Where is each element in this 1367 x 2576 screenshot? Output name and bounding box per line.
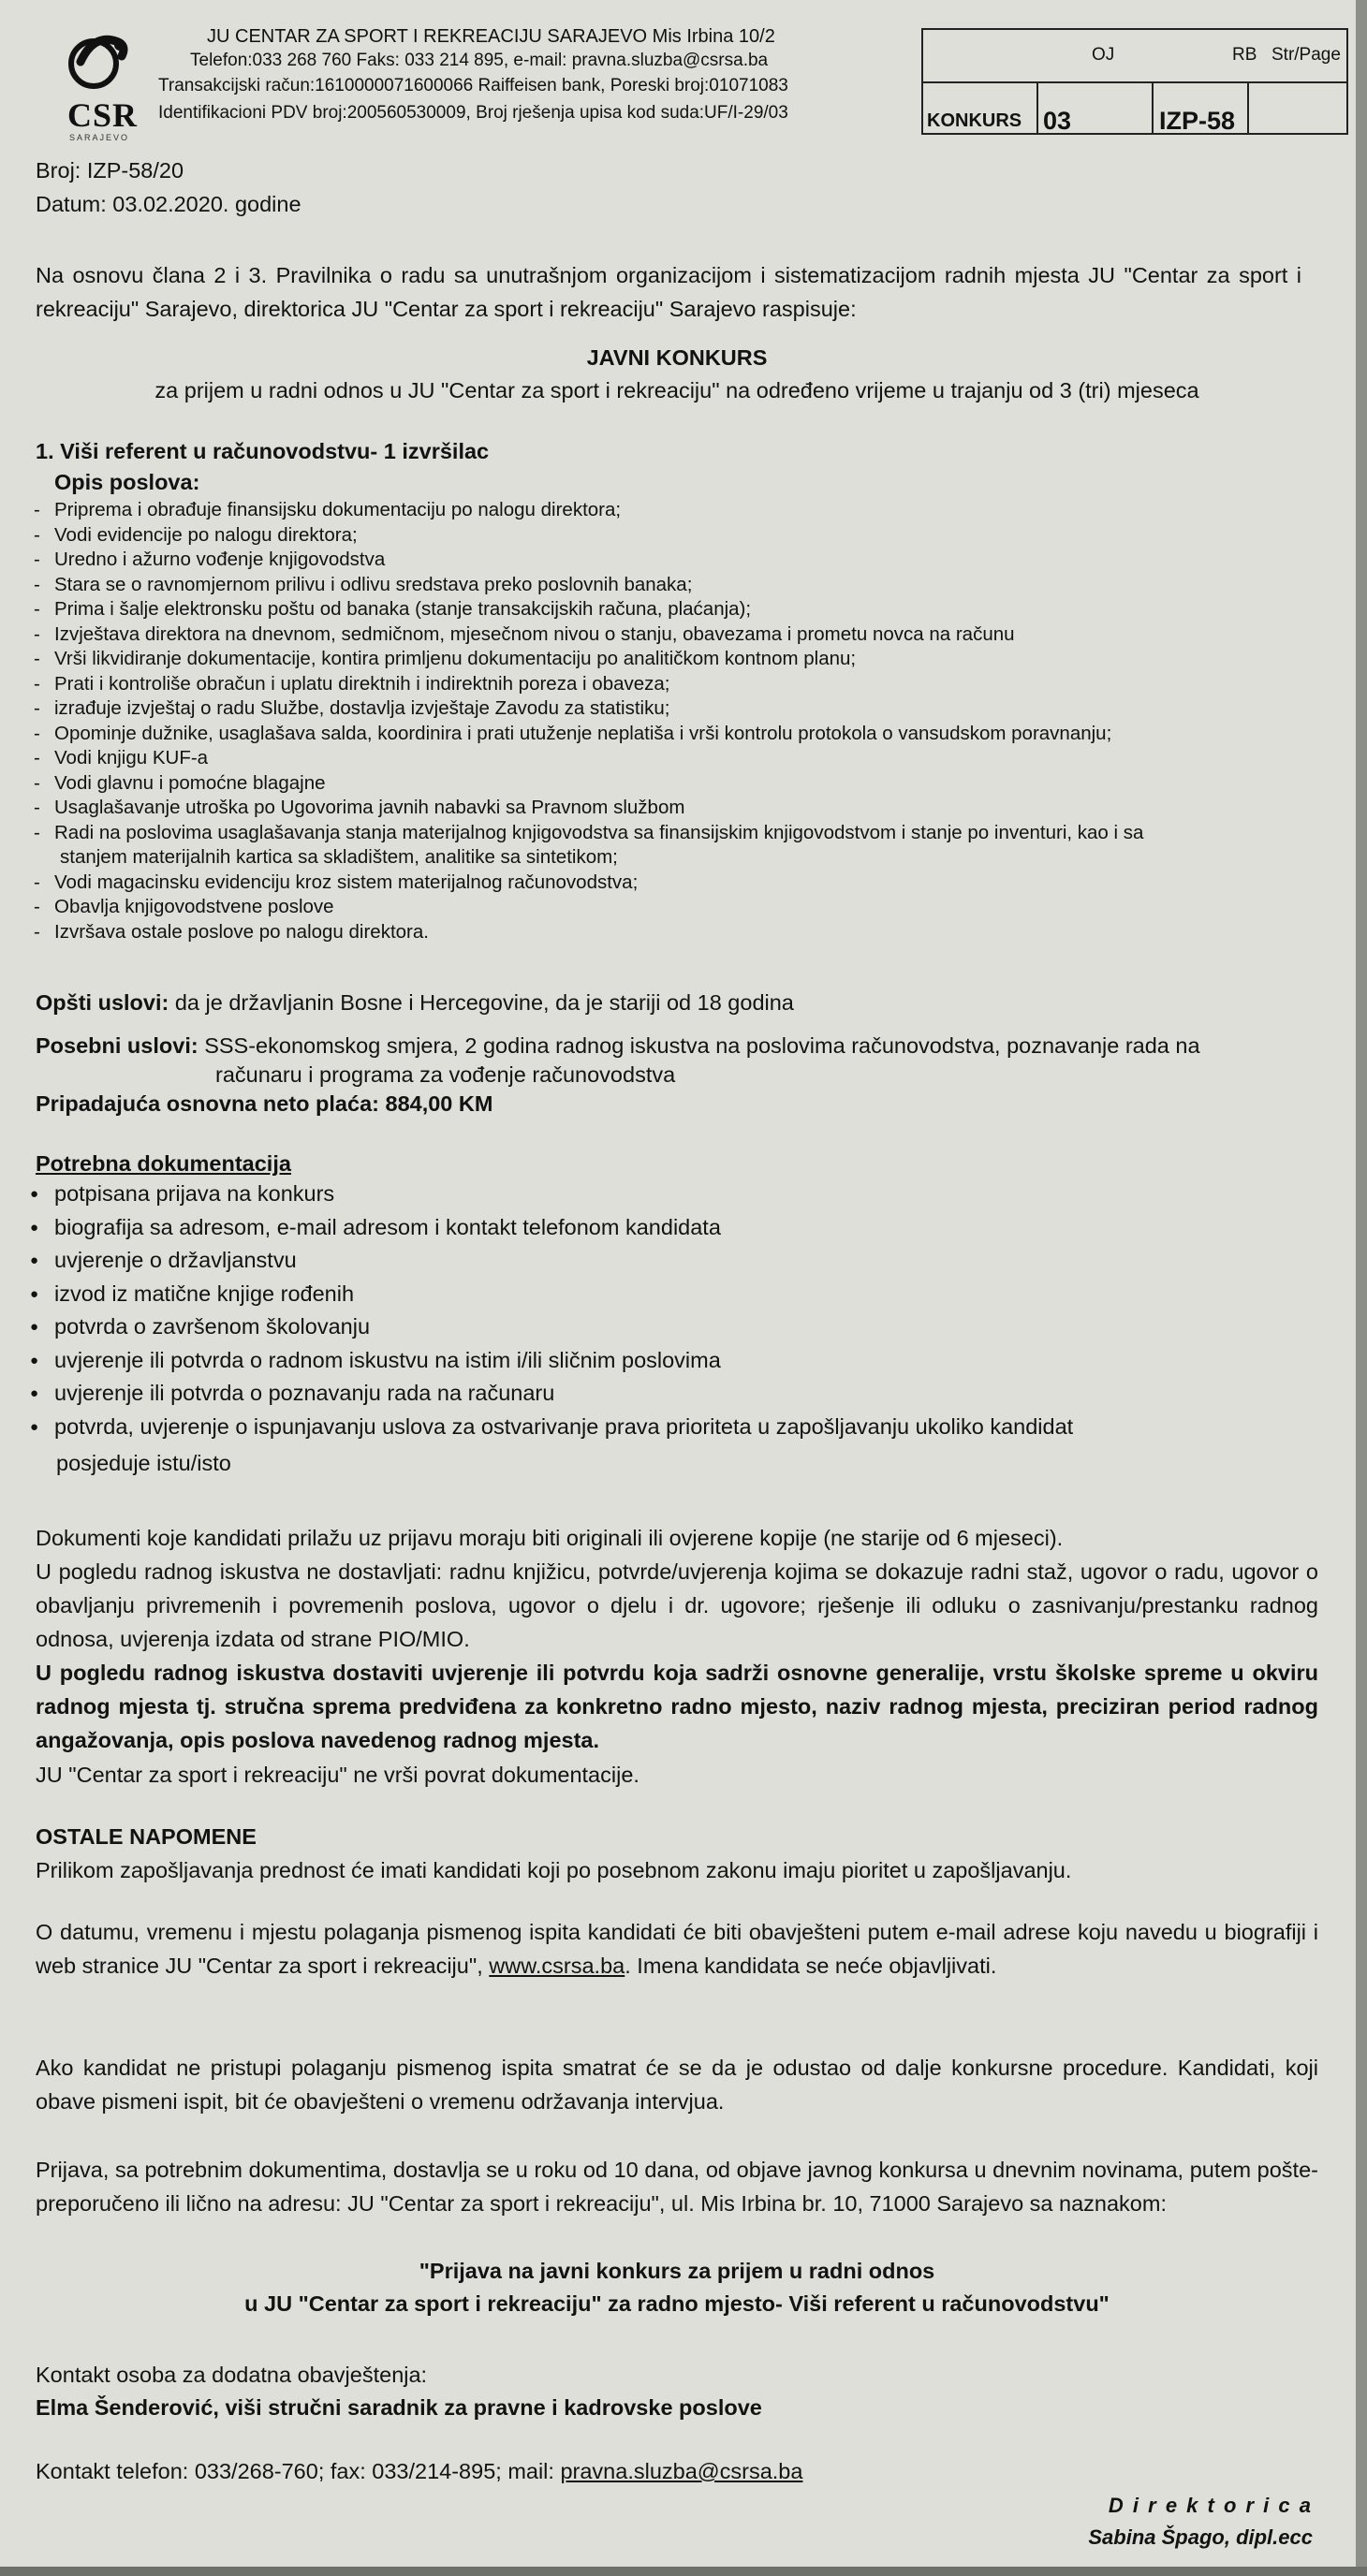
other-notes-heading: OSTALE NAPOMENE (36, 1824, 257, 1849)
other-notes-submission: Prijava, sa potrebnim dokumentima, dostavlja se u roku od 10 dana, od objave javnog konkursa u dnevnim novinama, putem pošte- preporučeno ili lično na adresu: JU "Centar za sport i rekreaciju", ul. Mis Irbina br. 10, 71000 Sarajevo sa naznakom: (36, 2158, 1318, 2216)
special-conditions-cont: računaru i programa za vođenje računovodstva (215, 1062, 676, 1087)
signature-name: Sabina Špago, dipl.ecc (1088, 2525, 1313, 2549)
other-notes-exam-info: O datumu, vremenu i mjestu polaganja pismenog ispita kandidati će biti obavješteni putem e-mail adrese koju navedu u biografiji i web stranice JU "Centar za sport i rekreaciju", www.csrsa.ba. Imena kandidata se neće objavljivati. (36, 1920, 1318, 1978)
duties-label: Opis poslova: (54, 470, 200, 494)
logo-subtext: SARAJEVO (69, 133, 130, 142)
list-item: - Prati i kontroliše obračun i uplatu direktnih i indirektnih poreza i obaveza; (36, 672, 1143, 697)
list-item: - Uredno i ažurno vođenje knjigovodstva (36, 548, 1143, 573)
list-item: - Izvještava direktora na dnevnom, sedmičnom, mjesečnom nivou o stanju, obavezama i prometu novca na računu (36, 622, 1143, 648)
list-item: ● izvod iz matične knjige rođenih (28, 1278, 1073, 1311)
logo-text: CSR (67, 96, 139, 134)
list-item: ● potpisana prijava na konkurs (28, 1178, 1073, 1211)
notes-experience-exclusions: U pogledu radnog iskustva ne dostavljati: radnu knjižicu, potvrde/uvjerenja kojima se dokazuje radni staž, ugovor o radu, ugovor o obavljanju privremenih i povremenih poslova, ugovor o djelu i dr. ugovore; rješenje ili odluku o zasnivanju/prestanku radnog odnosa, uvjerenja izdata od strane PIO/MIO. (36, 1559, 1318, 1651)
notes-no-return: JU "Centar za sport i rekreaciju" ne vrši povrat dokumentacije. (36, 1763, 639, 1787)
header-phone: Telefon:033 268 760 Faks: 033 214 895, e-mail: pravna.sluzba@csrsa.ba (190, 51, 769, 70)
signature-role: D i r e k t o r i c a (1108, 2494, 1313, 2517)
net-salary: Pripadajuća osnovna neto plaća: 884,00 KM (36, 1091, 493, 1116)
csr-logo-icon (62, 24, 146, 142)
list-item: - Vodi magacinsku evidenciju kroz sistem materijalnog računovodstva; (36, 871, 1143, 896)
notes-originals: Dokumenti koje kandidati prilažu uz prijavu moraju biti originali ili ovjerene kopije (ne starije od 6 mjeseci). (36, 1526, 1064, 1550)
oj-value: 03 (1043, 107, 1072, 135)
list-item: - Obavlja knjigovodstvene poslove (36, 895, 1143, 920)
list-item: ● uvjerenje ili potvrda o poznavanju rada na računaru (28, 1377, 1073, 1411)
page-title: JAVNI KONKURS (586, 345, 768, 370)
list-item: - Priprema i obrađuje finansijsku dokumentaciju po nalogu direktora; (36, 498, 1143, 523)
other-notes-absence: Ako kandidat ne pristupi polaganju pismenog ispita smatrat će se da je odustao od dalje konkursne procedure. Kandidati, koji obave pismeni ispit, bit će obavješteni o vremenu održavanja intervjua. (36, 2056, 1318, 2114)
docs-item-continuation: posjeduje istu/isto (56, 1451, 231, 1475)
list-item: - Vodi knjigu KUF-a (36, 746, 1143, 771)
rb-label: RB (1232, 45, 1257, 65)
oj-label: OJ (1092, 45, 1115, 65)
list-item: ● uvjerenje o državljanstvu (28, 1244, 1073, 1278)
website-link[interactable]: www.csrsa.ba (489, 1954, 625, 1978)
list-item: - Usaglašavanje utroška po Ugovorima javnih nabavki sa Pravnom službom (36, 796, 1143, 821)
submission-label-line2: u JU "Centar za sport i rekreaciju" za radno mjesto- Viši referent u računovodstvu" (244, 2291, 1110, 2316)
position-heading: 1. Viši referent u računovodstvu- 1 izvršilac (36, 439, 490, 463)
list-item: - Vodi glavnu i pomoćne blagajne (36, 771, 1143, 797)
scan-edge-right (1356, 0, 1367, 2576)
list-item: - izrađuje izvještaj o radu Službe, dostavlja izvještaje Zavodu za statistiku; (36, 696, 1143, 722)
str-label: Str/Page (1271, 45, 1341, 65)
list-item: - Opominje dužnike, usaglašava salda, koordinira i prati utuženje neplatiša i vrši kontrolu protokola o vansudskom poravnanju; (36, 722, 1143, 747)
contact-person: Elma Šenderović, viši stručni saradnik za pravne i kadrovske poslove (36, 2395, 762, 2420)
list-item-continuation: stanjem materijalnih kartica sa skladištem, analitike sa sintetikom; (60, 846, 618, 868)
other-notes-priority: Prilikom zapošljavanja prednost će imati kandidati koji po posebnom zakonu imaju pioritet u zapošljavanju. (36, 1858, 1072, 1882)
header-bank-account: Transakcijski račun:1610000071600066 Raiffeisen bank, Poreski broj:01071083 (158, 76, 788, 95)
header-vat-id: Identifikacioni PDV broj:200560530009, Broj rješenja upisa kod suda:UF/I-29/03 (158, 103, 788, 123)
list-item: - Izvršava ostale poslove po nalogu direktora. (36, 920, 1143, 945)
rb-value: IZP-58 (1159, 107, 1236, 135)
contact-phone: Kontakt telefon: 033/268-760; fax: 033/214-895; mail: pravna.sluzba@csrsa.ba (36, 2459, 803, 2483)
list-item: ● potvrda o završenom školovanju (28, 1310, 1073, 1344)
submission-label-line1: "Prijava na javni konkurs za prijem u radni odnos (419, 2259, 935, 2283)
list-item: - Prima i šalje elektronsku poštu od banaka (stanje transakcijskih računa, plaćanja); (36, 597, 1143, 622)
list-item: - Vodi evidencije po nalogu direktora; (36, 523, 1143, 549)
list-item: - Radi na poslovima usaglašavanja stanja materijalnog knjigovodstva sa finansijskim knjigovodstvom i stanje po inventuri, kao i sa (36, 821, 1143, 846)
intro-paragraph: Na osnovu člana 2 i 3. Pravilnika o radu sa unutrašnjom organizacijom i sistematizacijom radnih mjesta JU "Centar za sport i rekreaciju" Sarajevo, direktorica JU "Centar za sport i rekreaciju" Sarajevo raspisuje: (36, 263, 1301, 321)
notes-experience-required: U pogledu radnog iskustva dostaviti uvjerenje ili potvrdu koja sadrži osnovne generalije, vrstu školske spreme u okviru radnog mjesta tj. stručna sprema predviđena za konkretno radno mjesto, naziv radnog mjesta, preciziran period radnog angažovanja, opis poslova navedenog radnog mjesta. (36, 1661, 1318, 1752)
header-institution: JU CENTAR ZA SPORT I REKREACIJU SARAJEVO Mis Irbina 10/2 (207, 26, 775, 47)
list-item: ● uvjerenje ili potvrda o radnom iskustvu na istim i/ili sličnim poslovima (28, 1344, 1073, 1378)
list-item: ● biografija sa adresom, e-mail adresom i kontakt telefonom kandidata (28, 1211, 1073, 1245)
document-code-box (921, 28, 1348, 135)
list-item: ● potvrda, uvjerenje o ispunjavanju uslova za ostvarivanje prava prioriteta u zapošljavanju ukoliko kandidat (28, 1411, 1073, 1444)
list-item: - Stara se o ravnomjernom prilivu i odlivu sredstava preko poslovnih banaka; (36, 573, 1143, 598)
letterhead (62, 17, 1345, 143)
docs-heading: Potrebna dokumentacija (36, 1151, 291, 1176)
doc-number: Broj: IZP-58/20 (36, 158, 184, 183)
page-subtitle: za prijem u radni odnos u JU "Centar za sport i rekreaciju" na određeno vrijeme u trajanju od 3 (tri) mjeseca (154, 378, 1199, 402)
special-conditions: Posebni uslovi: SSS-ekonomskog smjera, 2 godina radnog iskustva na poslovima računovodstva, poznavanje rada na (36, 1033, 1200, 1058)
scan-edge-bottom (0, 2567, 1367, 2576)
konkurs-label: KONKURS (927, 110, 1022, 131)
doc-date: Datum: 03.02.2020. godine (36, 192, 301, 216)
contact-label: Kontakt osoba za dodatna obavještenja: (36, 2363, 428, 2387)
list-item: - Vrši likvidiranje dokumentacije, kontira primljenu dokumentaciju po analitičkom kontnom planu; (36, 647, 1143, 672)
general-conditions: Opšti uslovi: da je državljanin Bosne i Hercegovine, da je stariji od 18 godina (36, 990, 794, 1015)
contact-email-link[interactable]: pravna.sluzba@csrsa.ba (560, 2459, 803, 2483)
required-docs-list (28, 1178, 1073, 1443)
duties-list (36, 498, 1143, 944)
